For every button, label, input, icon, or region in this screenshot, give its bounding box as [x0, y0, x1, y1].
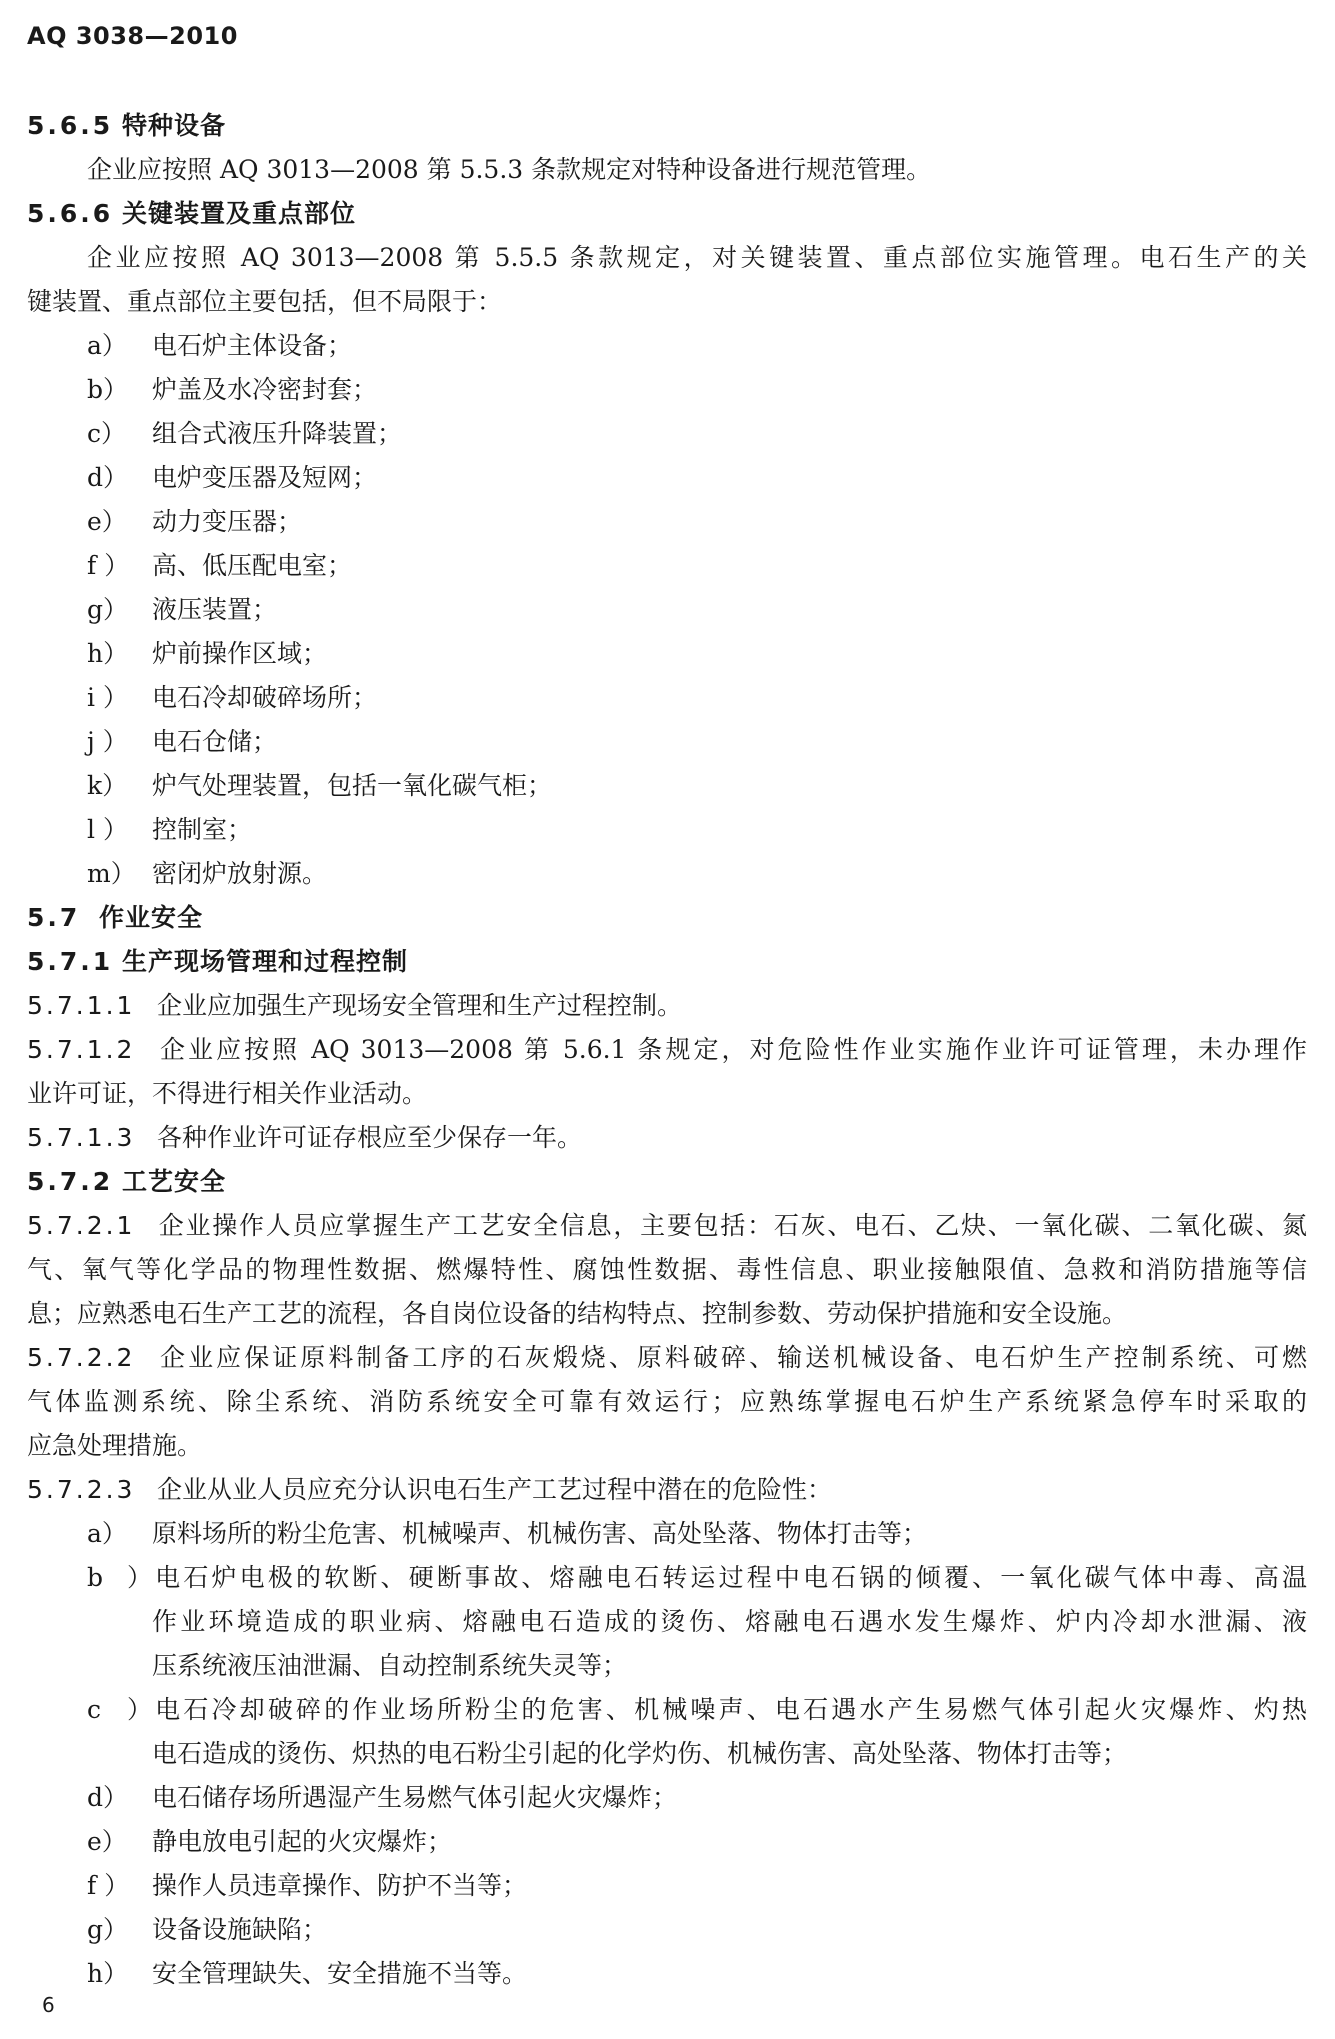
list-item-continuation: 电石造成的烫伤、炽热的电石粉尘引起的化学灼伤、机械伤害、高处坠落、物体打击等；	[152, 1739, 1128, 1768]
list-item: b）电石炉电极的软断、硬断事故、熔融电石转运过程中电石锅的倾覆、一氧化碳气体中毒、高温	[87, 1563, 1307, 1592]
paragraph-line: 气体监测系统、除尘系统、消防系统安全可靠有效运行；应熟练掌握电石炉生产系统紧急停车时采取的	[27, 1387, 1307, 1416]
clause-5-7-2-3: 5.7.2.3 企业从业人员应充分认识电石生产工艺过程中潜在的危险性：	[27, 1475, 833, 1504]
page-number: 6	[42, 1993, 55, 2017]
clause-5-7-1-3: 5.7.1.3 各种作业许可证存根应至少保存一年。	[27, 1123, 583, 1152]
paragraph-line: 应急处理措施。	[27, 1431, 203, 1460]
list-item: e） 静电放电引起的火灾爆炸；	[87, 1827, 453, 1856]
paragraph-line: 企业应按照 AQ 3013—2008 第 5.5.5 条款规定，对关键装置、重点部位实施管理。电石生产的关	[87, 243, 1307, 272]
list-item: l ） 控制室；	[87, 815, 253, 844]
paragraph-line: 键装置、重点部位主要包括，但不局限于：	[27, 287, 503, 316]
clause-5-7-2-2: 5.7.2.2 企业应保证原料制备工序的石灰煅烧、原料破碎、输送机械设备、电石炉生产控制系统、可燃	[27, 1343, 1307, 1372]
list-item: j ） 电石仓储；	[87, 727, 278, 756]
section-heading-5-6-5: 5.6.5 特种设备	[27, 111, 227, 140]
list-item-continuation: 作业环境造成的职业病、熔融电石造成的烫伤、熔融电石遇水发生爆炸、炉内冷却水泄漏、液	[152, 1607, 1307, 1636]
list-item: h） 安全管理缺失、安全措施不当等。	[87, 1959, 528, 1988]
section-heading-5-6-6: 5.6.6 关键装置及重点部位	[27, 199, 357, 228]
clause-5-7-1-2: 5.7.1.2 企业应按照 AQ 3013—2008 第 5.6.1 条规定，对危险性作业实施作业许可证管理，未办理作	[27, 1035, 1307, 1064]
section-heading-5-7: 5.7 作业安全	[27, 903, 204, 932]
document-code-header: AQ 3038—2010	[27, 22, 238, 50]
clause-5-7-2-1: 5.7.2.1 企业操作人员应掌握生产工艺安全信息，主要包括：石灰、电石、乙炔、一氧化碳、二氧化碳、氮	[27, 1211, 1307, 1240]
section-heading-5-7-2: 5.7.2 工艺安全	[27, 1167, 227, 1196]
list-item: b） 炉盖及水冷密封套；	[87, 375, 378, 404]
list-item: c）电石冷却破碎的作业场所粉尘的危害、机械噪声、电石遇水产生易燃气体引起火灾爆炸、灼热	[87, 1695, 1307, 1724]
list-item: f ） 操作人员违章操作、防护不当等；	[87, 1871, 528, 1900]
list-item: d） 电炉变压器及短网；	[87, 463, 378, 492]
document-body	[27, 104, 1307, 1996]
paragraph-line: 气、氧气等化学品的物理性数据、燃爆特性、腐蚀性数据、毒性信息、职业接触限值、急救和消防措施等信	[27, 1255, 1307, 1284]
list-item: a） 电石炉主体设备；	[87, 331, 353, 360]
section-heading-5-7-1: 5.7.1 生产现场管理和过程控制	[27, 947, 409, 976]
list-item: c） 组合式液压升降装置；	[87, 419, 403, 448]
list-item: k） 炉气处理装置，包括一氧化碳气柜；	[87, 771, 553, 800]
list-item: a） 原料场所的粉尘危害、机械噪声、机械伤害、高处坠落、物体打击等；	[87, 1519, 928, 1548]
list-item: m） 密闭炉放射源。	[87, 859, 328, 888]
list-item: g） 液压装置；	[87, 595, 278, 624]
paragraph-line: 业许可证，不得进行相关作业活动。	[27, 1079, 428, 1108]
paragraph: 企业应按照 AQ 3013—2008 第 5.5.3 条款规定对特种设备进行规范管理。	[87, 155, 932, 184]
paragraph-line: 息；应熟悉电石生产工艺的流程，各自岗位设备的结构特点、控制参数、劳动保护措施和安全设施。	[27, 1299, 1128, 1328]
list-item: f ） 高、低压配电室；	[87, 551, 353, 580]
list-item: h） 炉前操作区域；	[87, 639, 328, 668]
clause-5-7-1-1: 5.7.1.1 企业应加强生产现场安全管理和生产过程控制。	[27, 991, 683, 1020]
list-item: d） 电石储存场所遇湿产生易燃气体引起火灾爆炸；	[87, 1783, 678, 1812]
list-item: e） 动力变压器；	[87, 507, 303, 536]
list-item: g） 设备设施缺陷；	[87, 1915, 328, 1944]
list-item-continuation: 压系统液压油泄漏、自动控制系统失灵等；	[152, 1651, 628, 1680]
list-item: i ） 电石冷却破碎场所；	[87, 683, 378, 712]
